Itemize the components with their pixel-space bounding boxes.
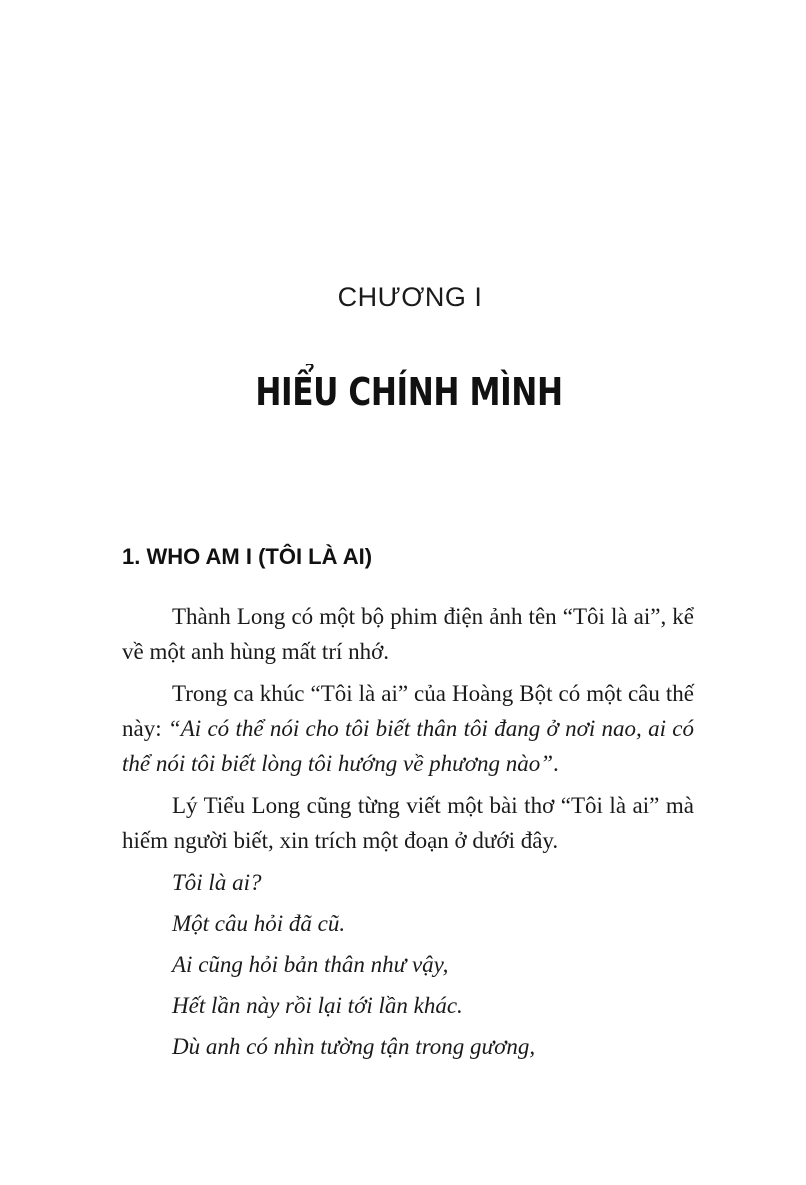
poem-line: Dù anh có nhìn tường tận trong gương, (172, 1034, 536, 1059)
paragraph (122, 676, 694, 781)
poem-excerpt (122, 865, 694, 1064)
chapter-label: CHƯƠNG I (337, 282, 483, 312)
poem-line: Tôi là ai? (172, 870, 262, 895)
poem-line: Ai cũng hỏi bản thân như vậy, (172, 952, 449, 977)
song-quote: “Ai có thể nói cho tôi biết thân tôi đang ở nơi nao, ai có thể nói tôi biết lòng tôi hướng về phương nào” (122, 716, 694, 776)
paragraph-text: . (553, 751, 559, 776)
poem-line: Hết lần này rồi lại tới lần khác. (172, 993, 463, 1018)
body-text (122, 599, 694, 1070)
chapter-title: HIỂU CHÍNH MÌNH (255, 370, 563, 414)
paragraph-text: Trong ca khúc “Tôi là ai” của Hoàng Bột có một câu thế này: (122, 681, 694, 741)
paragraph: Lý Tiểu Long cũng từng viết một bài thơ “Tôi là ai” mà hiếm người biết, xin trích một đoạn ở dưới đây. (122, 793, 694, 853)
poem-line: Một câu hỏi đã cũ. (172, 911, 346, 936)
paragraph: Thành Long có một bộ phim điện ảnh tên “Tôi là ai”, kể về một anh hùng mất trí nhớ. (122, 604, 694, 664)
section-heading: 1. WHO AM I (TÔI LÀ AI) (122, 544, 373, 569)
